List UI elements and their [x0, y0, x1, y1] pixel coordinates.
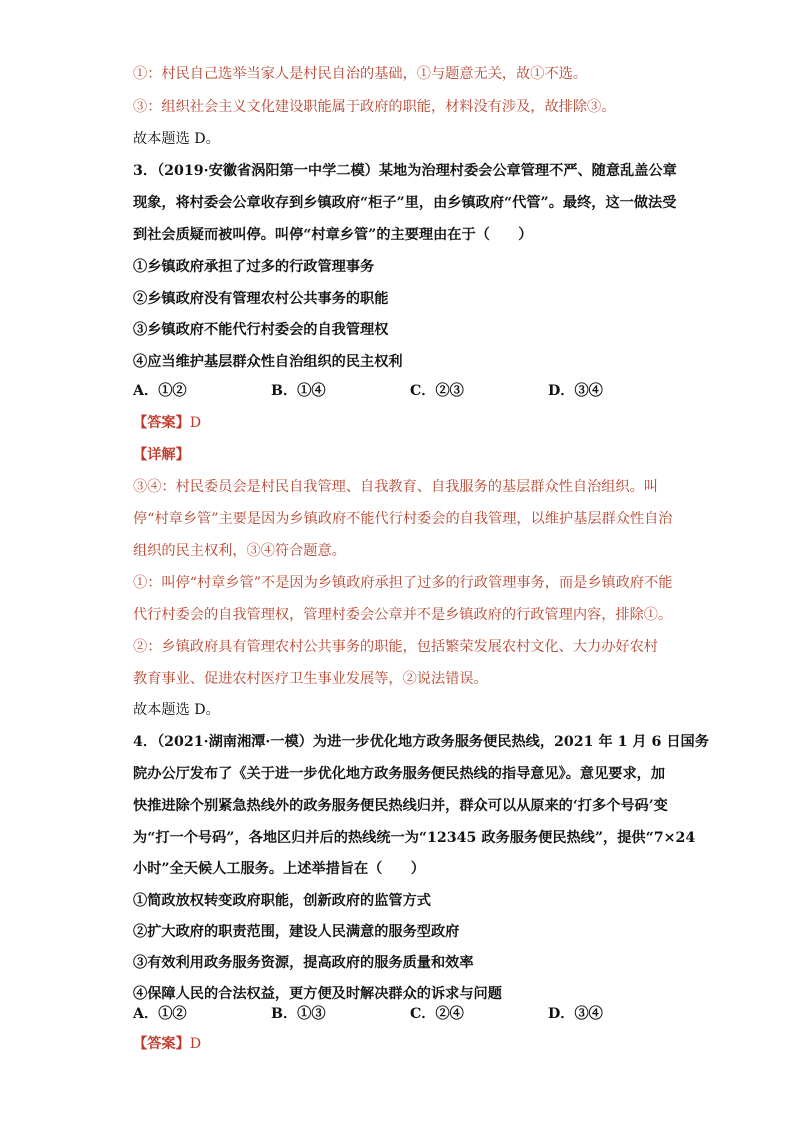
q4-statement-4: ④保障人民的合法权益，更方便及时解决群众的诉求与问题 — [133, 986, 502, 1002]
q4-option-d: D．③④ — [548, 1006, 603, 1022]
q3-detail-label: 【详解】 — [133, 447, 190, 463]
q3-statement-3: ③乡镇政府不能代行村委会的自我管理权 — [133, 322, 389, 338]
q4-stem-line-4: 为“打一个号码”，各地区归并后的热线统一为“12345 政务服务便民热线”，提供“7×24 — [133, 830, 696, 846]
q4-answer-label: 【答案】 — [133, 1036, 190, 1052]
q3-detail-line-6: ②：乡镇政府具有管理农村公共事务的职能，包括繁荣发展农村文化、大力办好农村 — [133, 639, 658, 655]
q4-option-b: B．①③ — [271, 1006, 326, 1022]
q3-answer — [133, 413, 201, 433]
q3-detail-line-5: 代行村委会的自我管理权，管理村委会公章并不是乡镇政府的行政管理内容，排除①。 — [133, 607, 673, 623]
q4-stem-line-1: 4．（2021·湖南湘潭·一模）为进一步优化地方政务服务便民热线，2021 年 1 月 6 日国务 — [133, 734, 709, 750]
q3-option-b: B．①④ — [271, 383, 326, 399]
q2-analysis-line-2: ③：组织社会主义文化建设职能属于政府的职能，材料没有涉及，故排除③。 — [133, 99, 616, 115]
q4-stem-line-2: 院办公厅发布了《关于进一步优化地方政务服务便民热线的指导意见》。意见要求，加 — [133, 766, 666, 782]
q3-option-d: D．③④ — [548, 383, 603, 399]
q3-statement-4: ④应当维护基层群众性自治组织的民主权利 — [133, 354, 403, 370]
q3-detail-line-4: ①：叫停“村章乡管”不是因为乡镇政府承担了过多的行政管理事务，而是乡镇政府不能 — [133, 575, 673, 591]
q4-answer — [133, 1034, 201, 1054]
q3-detail-line-1: ③④：村民委员会是村民自我管理、自我教育、自我服务的基层群众性自治组织。叫 — [133, 479, 658, 495]
q4-statement-1: ①简政放权转变政府职能，创新政府的监管方式 — [133, 893, 431, 909]
q3-answer-value: D — [189, 415, 202, 431]
q3-detail-line-2: 停“村章乡管”主要是因为乡镇政府不能代行村委会的自我管理，以维护基层群众性自治 — [133, 511, 673, 527]
q3-conclusion: 故本题选 D。 — [133, 702, 220, 718]
q3-statement-1: ①乡镇政府承担了过多的行政管理事务 — [133, 259, 375, 275]
q3-statement-2: ②乡镇政府没有管理农村公共事务的职能 — [133, 291, 389, 307]
q3-option-a: A．①② — [133, 383, 187, 399]
q3-answer-label: 【答案】 — [133, 415, 190, 431]
q3-stem-line-1: 3．（2019·安徽省涡阳第一中学二模）某地为治理村委会公章管理不严、随意乱盖公章 — [133, 163, 677, 179]
q4-option-c: C．②④ — [410, 1006, 464, 1022]
q2-conclusion: 故本题选 D。 — [133, 131, 220, 147]
q3-detail-line-3: 组织的民主权利，③④符合题意。 — [133, 543, 346, 559]
q3-stem-line-3: 到社会质疑而被叫停。叫停“村章乡管”的主要理由在于（ ） — [133, 227, 533, 243]
q4-answer-value: D — [189, 1036, 202, 1052]
q3-detail-line-7: 教育事业、促进农村医疗卫生事业发展等，②说法错误。 — [133, 671, 488, 687]
q3-stem-line-2: 现象，将村委会公章收存到乡镇政府“柜子”里，由乡镇政府“代管”。最终，这一做法受 — [133, 195, 677, 211]
q4-statement-2: ②扩大政府的职责范围，建设人民满意的服务型政府 — [133, 924, 460, 940]
q4-stem-line-5: 小时”全天候人工服务。上述举措旨在（ ） — [133, 861, 425, 877]
q2-analysis-line-1: ①：村民自己选举当家人是村民自治的基础，①与题意无关，故①不选。 — [133, 66, 588, 82]
q3-detail-heading — [133, 445, 190, 465]
q3-option-c: C．②③ — [410, 383, 464, 399]
q4-option-a: A．①② — [133, 1006, 187, 1022]
q4-stem-line-3: 快推进除个别紧急热线外的政务服务便民热线归并，群众可以从原来的‘打多个号码’变 — [133, 798, 668, 814]
q4-statement-3: ③有效利用政务服务资源，提高政府的服务质量和效率 — [133, 955, 474, 971]
